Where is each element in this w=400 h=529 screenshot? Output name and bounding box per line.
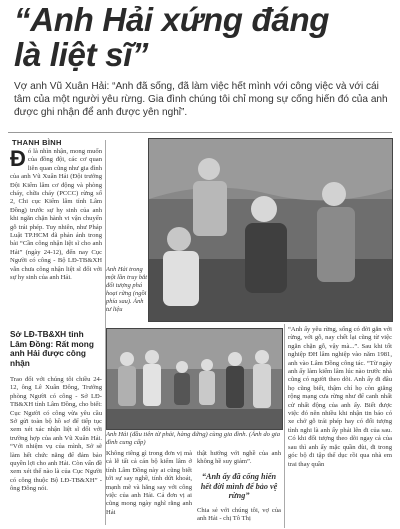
column-1b: Trao đổi với chúng tôi chiều 24-12, ông Lê Xuân Đông, Trưởng phòng Người có công - Sở LĐ-TB&XH tỉnh Lâm Đồng, cho biết: Cục Người có công vừa yêu cầu Sở gửi toàn bộ hồ sơ để tiếp tục xem xét xác nhận liệt sĩ đối với trường hợp của anh Vũ Xuân Hải. “Với nhiệm vụ của mình, Sở sẽ làm hết chức năng để đảm bảo quyền lợi cho anh Hải. Còn vấn đề xem xét thế nào là của Cục Người có công thuộc Bộ LĐ-TB&XH” - ông Đông nói. [10,376,102,493]
column-2b: thật hướng với nghề của anh không hề suy giảm”. [197,450,281,466]
subhead-so-ldtbxh: Sở LĐ-TB&XH tỉnh Lâm Đồng: Rất mong anh Hải được công nhận [10,329,94,368]
headline-line2: là liệt sĩ” [14,36,149,73]
photo-family-caption: Anh Hải (đầu tiên từ phải, hàng đứng) cùng gia đình. (Ảnh do gia đình cung cấp) [106,431,281,446]
lead-paragraph: Vợ anh Vũ Xuân Hải: “Anh đã sống, đã làm việc hết mình với công việc và với cái tâm của một người yêu rừng. Gia đình chúng tôi chỉ mong sự cống hiến đó của anh được ghi nhận để anh được yên nghỉ”. [14,81,388,118]
byline: THANH BÌNH [12,138,62,147]
column-1-text: ó là nhìn nhận, mong muốn của đồng đội, các cơ quan liên quan cũng như gia đình của anh Vũ Xuân Hải (Đội trưởng Đội Kiểm lâm cơ động và phòng cháy, chữa cháy (PCCC) rừng số 2, Chi cục Kiểm lâm tỉnh Lâm Đồng) trước sự hy sinh của anh khi ngăn chặn hành vi vận chuyển gỗ trái phép. Tuy nhiên, như Pháp Luật TP.HCM đã phản ánh trong bài “Cần công nhận liệt sĩ cho anh Hải” (ngày 24-12), đến nay Cục Người có công - Bộ LĐ-TB&XH vẫn chưa công nhận liệt sĩ đối với sự hy sinh của anh Hải. [10,148,102,282]
column-1 [10,148,102,283]
column-3: “Anh ấy yêu rừng, sống có đời gắn với rừng, với gỗ, nay chết lại cũng từ việc ngăn chặn gỗ, vậy mà...”. Sau khi tốt nghiệp ĐH lâm nghiệp vào năm 1981, anh vào Lâm Đồng công tác. “Từ ngày anh ấy làm kiểm lâm lúc nào trước nhà cũng có người theo dõi. Anh ấy đi đâu họ cũng biết, thậm chí họ còn giăng rộng mạng cưa rừng như để canh nhất cử nhất động của anh ấy. Biết được việc đó nên nhiều khi nhận tin báo có xe chở gỗ trái phép hay có đối tượng tình nghi là anh ấy phải lên đi của sau. Có khi đối tượng theo dõi ngay cả của sau thì anh ấy mặc quần đùi, đi trong góc bộ đi tập thể dục rồi qua nhà em trai thay quần [288,326,392,468]
photo-arrest-caption: Anh Hải trong một lần truy bắt đối tượng phá hoại rừng (ngồi phía sau). Ảnh tư liệu [106,266,148,313]
column-2: Không riêng gì trong đơn vị mà cả lễ tất cả cán bộ kiểm lâm ở tỉnh Lâm Đồng này ai cũng biết tới sự say nghề, tính dứt khoát, mạnh mẽ và hăng say với công việc của anh Hải. Cả đơn vị ai cũng mong ngày nghĩ rằng anh Hải [106,450,192,516]
photo-family [106,328,283,430]
headline [14,2,394,72]
column-divider-right [284,324,285,528]
headline-line1: “Anh Hải xứng đáng [14,1,330,38]
pull-quote: “Anh ấy đã cống hiến hết đời mình để bảo vệ rừng” [200,472,278,501]
dropcap: Đ [10,146,26,171]
photo-arrest [148,138,393,322]
column-2c: Chia sẻ với chúng tôi, vợ của anh Hải - chị Tô Thị [197,507,281,523]
divider-top [8,132,392,133]
photo-arrest-image [149,139,392,321]
photo-family-image [107,329,282,429]
